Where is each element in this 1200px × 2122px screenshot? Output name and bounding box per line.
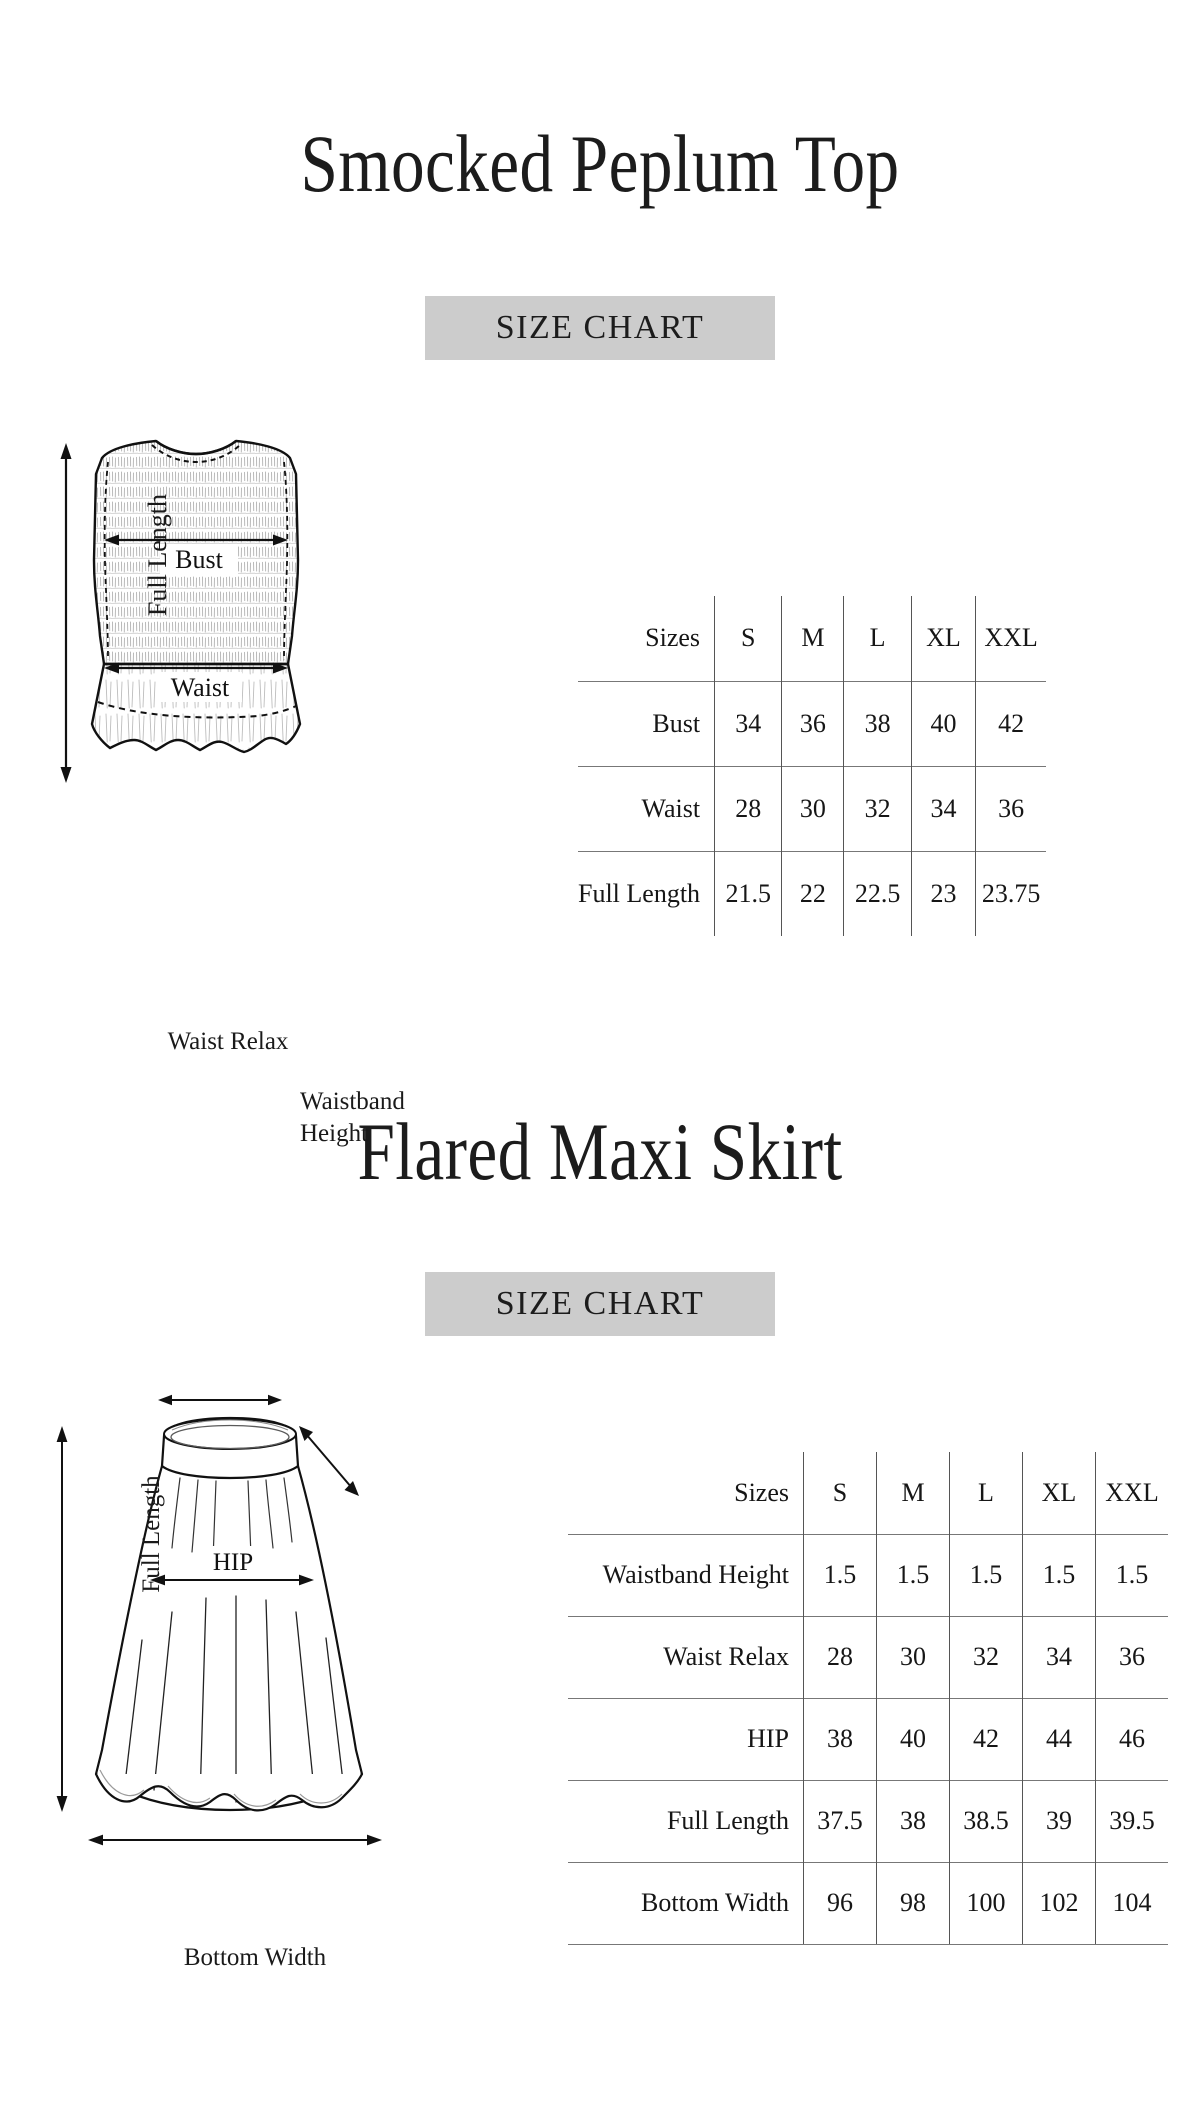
cell-bust-xxl: 42 — [976, 681, 1046, 766]
cell-full-length-l: 38.5 — [950, 1780, 1023, 1862]
cell-full-length-xxl: 39.5 — [1096, 1780, 1169, 1862]
corner-header: Sizes — [645, 623, 701, 653]
cell-bust-l: 38 — [844, 681, 911, 766]
column-header-s: S — [804, 1452, 877, 1534]
table-row — [568, 1616, 1168, 1698]
table-header-row — [578, 596, 1046, 681]
smocked-peplum-top-illustration — [48, 440, 468, 800]
table-row — [568, 1862, 1168, 1944]
table-row — [578, 851, 1046, 936]
full-length-arrow-skirt — [57, 1426, 68, 1812]
row-label-waist: Waist — [578, 766, 715, 851]
cell-full-length-m: 22 — [782, 851, 844, 936]
cell-waistband-height-xl: 1.5 — [1023, 1534, 1096, 1616]
waist-relax-arrow — [158, 1395, 282, 1405]
column-header-m: M — [877, 1452, 950, 1534]
cell-bottom-width-s: 96 — [804, 1862, 877, 1944]
bottom-width-arrow — [88, 1835, 382, 1846]
column-header-l: L — [950, 1452, 1023, 1534]
table-row — [578, 681, 1046, 766]
page-title-smocked-peplum-top: Smocked Peplum Top — [300, 118, 900, 209]
cell-waist-m: 30 — [782, 766, 844, 851]
column-header-xxl: XXL — [976, 596, 1046, 681]
cell-full-length-l: 22.5 — [844, 851, 911, 936]
cell-hip-s: 38 — [804, 1698, 877, 1780]
cell-full-length-xxl: 23.75 — [976, 851, 1046, 936]
column-header-s: S — [715, 596, 782, 681]
cell-full-length-xl: 23 — [911, 851, 975, 936]
table-row — [568, 1698, 1168, 1780]
cell-waistband-height-s: 1.5 — [804, 1534, 877, 1616]
cell-waist-l: 32 — [844, 766, 911, 851]
waistband-height-label-line2: Height — [300, 1120, 369, 1147]
waistband-height-label-line1: Waistband — [300, 1088, 405, 1115]
table-row — [578, 766, 1046, 851]
corner-header: Sizes — [734, 1477, 789, 1507]
column-header-xl: XL — [1023, 1452, 1096, 1534]
table-row — [568, 1534, 1168, 1616]
column-header-m: M — [782, 596, 844, 681]
column-header-xxl: XXL — [1096, 1452, 1169, 1534]
row-label-bust: Bust — [578, 681, 715, 766]
cell-bust-s: 34 — [715, 681, 782, 766]
cell-bottom-width-m: 98 — [877, 1862, 950, 1944]
row-label-full-length: Full Length — [568, 1780, 804, 1862]
cell-full-length-s: 37.5 — [804, 1780, 877, 1862]
table-header-row — [568, 1452, 1168, 1534]
cell-waist-relax-xl: 34 — [1023, 1616, 1096, 1698]
row-label-hip: HIP — [568, 1698, 804, 1780]
cell-bust-xl: 40 — [911, 681, 975, 766]
cell-waistband-height-l: 1.5 — [950, 1534, 1023, 1616]
page-title-flared-maxi-skirt: Flared Maxi Skirt — [357, 1106, 843, 1197]
cell-bust-m: 36 — [782, 681, 844, 766]
size-chart-badge-skirt: SIZE CHART — [425, 1272, 775, 1336]
cell-full-length-xl: 39 — [1023, 1780, 1096, 1862]
cell-bottom-width-l: 100 — [950, 1862, 1023, 1944]
cell-waist-s: 28 — [715, 766, 782, 851]
row-label-waist-relax: Waist Relax — [568, 1616, 804, 1698]
row-label-waistband-height: Waistband Height — [568, 1534, 804, 1616]
size-table-flared-maxi-skirt — [568, 1452, 1168, 1945]
row-label-bottom-width: Bottom Width — [568, 1862, 804, 1944]
size-chart-badge-top: SIZE CHART — [425, 296, 775, 360]
cell-waist-relax-m: 30 — [877, 1616, 950, 1698]
full-length-label-top: Full Length — [143, 493, 172, 617]
cell-bottom-width-xl: 102 — [1023, 1862, 1096, 1944]
cell-full-length-m: 38 — [877, 1780, 950, 1862]
table-row — [568, 1780, 1168, 1862]
bottom-width-label: Bottom Width — [183, 1944, 327, 1971]
cell-hip-l: 42 — [950, 1698, 1023, 1780]
cell-waist-relax-s: 28 — [804, 1616, 877, 1698]
cell-bottom-width-xxl: 104 — [1096, 1862, 1169, 1944]
row-label-full-length: Full Length — [578, 851, 715, 936]
cell-hip-m: 40 — [877, 1698, 950, 1780]
hip-label: HIP — [212, 1549, 254, 1576]
flared-maxi-skirt-illustration — [40, 1330, 500, 1890]
waistband-height-label — [300, 1086, 490, 1150]
cell-hip-xl: 44 — [1023, 1698, 1096, 1780]
size-table-smocked-peplum-top — [578, 596, 1046, 936]
cell-waist-relax-l: 32 — [950, 1616, 1023, 1698]
column-header-l: L — [844, 596, 911, 681]
waist-relax-label: Waist Relax — [167, 1028, 289, 1055]
full-length-label-skirt: Full Length — [138, 1475, 165, 1593]
cell-waist-xxl: 36 — [976, 766, 1046, 851]
cell-waistband-height-xxl: 1.5 — [1096, 1534, 1169, 1616]
hip-label-box — [204, 1546, 262, 1576]
cell-waist-xl: 34 — [911, 766, 975, 851]
cell-hip-xxl: 46 — [1096, 1698, 1169, 1780]
cell-waist-relax-xxl: 36 — [1096, 1616, 1169, 1698]
waistband-height-arrow — [299, 1426, 359, 1496]
waist-label: Waist — [170, 673, 230, 702]
cell-waistband-height-m: 1.5 — [877, 1534, 950, 1616]
cell-full-length-s: 21.5 — [715, 851, 782, 936]
bust-label: Bust — [175, 545, 223, 574]
column-header-xl: XL — [911, 596, 975, 681]
full-length-arrow-top — [61, 443, 72, 783]
